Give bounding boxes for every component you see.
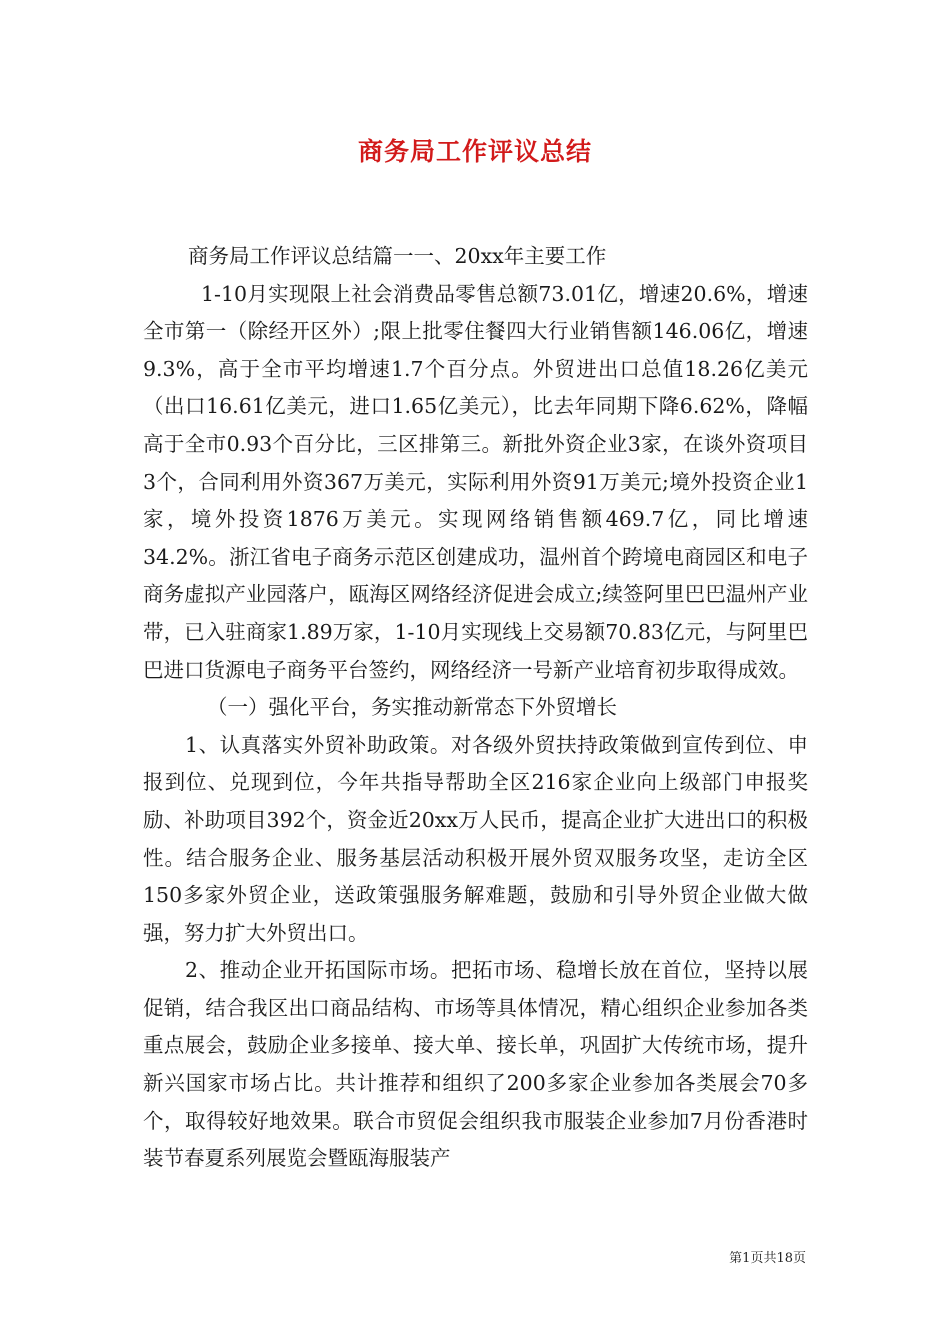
document-body bbox=[143, 238, 808, 1178]
paragraph-item-2: 2、推动企业开拓国际市场。把拓市场、稳增长放在首位，坚持以展促销，结合我区出口商品结构、市场等具体情况，精心组织企业参加各类重点展会，鼓励企业多接单、接大单、接长单，巩固扩大传统市场，提升新兴国家市场占比。共计推荐和组织了200多家企业参加各类展会70多个，取得较好地效果。联合市贸促会组织我市服装企业参加7月份香港时装节春夏系列展览会暨瓯海服装产 bbox=[143, 958, 808, 1171]
intro-heading: 商务局工作评议总结篇一一、20xx年主要工作 bbox=[188, 244, 607, 268]
section-heading: （一）强化平台，务实推动新常态下外贸增长 bbox=[207, 695, 617, 720]
page-number-footer: 第1页共18页 bbox=[729, 1251, 806, 1266]
paragraph-item-1: 1、认真落实外贸补助政策。对各级外贸扶持政策做到宣传到位、申报到位、兑现到位，今年共指导帮助全区216家企业向上级部门申报奖励、补助项目392个，资金近20xx万人民币，提高企业扩大进出口的积极性。结合服务企业、服务基层活动积极开展外贸双服务攻坚，走访全区150多家外贸企业，送政策强服务解难题，鼓励和引导外贸企业做大做强，努力扩大外贸出口。 bbox=[143, 732, 808, 945]
paragraph-summary: 1-10月实现限上社会消费品零售总额73.01亿，增速20.6%，增速全市第一（除经开区外）;限上批零住餐四大行业销售额146.06亿，增速9.3%，高于全市平均增速1.7个百分点。外贸进出口总值18.26亿美元（出口16.61亿美元，进口1.65亿美元），比去年同期下降6.62%，降幅高于全市0.93个百分比，三区排第三。新批外资企业3家，在谈外资项目3个，合同利用外资367万美元，实际利用外资91万美元;境外投资企业1家，境外投资1876万美元。实现网络销售额469.7亿，同比增速34.2%。浙江省电子商务示范区创建成功，温州首个跨境电商园区和电子商务虚拟产业园落户，瓯海区网络经济促进会成立;续签阿里巴巴温州产业带，已入驻商家1.89万家，1-10月实现线上交易额70.83亿元，与阿里巴巴进口货源电子商务平台签约，网络经济一号新产业培育初步取得成效。 bbox=[143, 281, 808, 682]
document-title: 商务局工作评议总结 bbox=[357, 137, 592, 166]
